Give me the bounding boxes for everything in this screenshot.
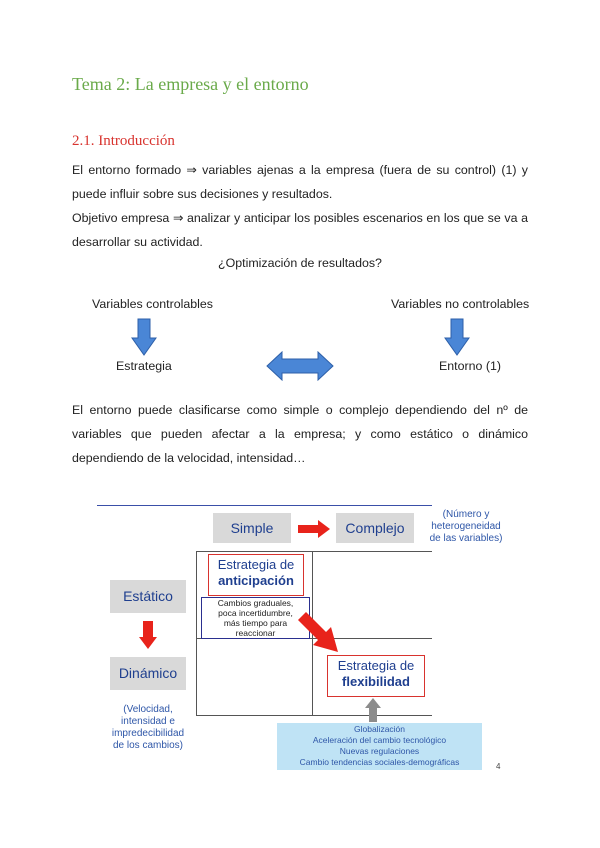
down-arrow-icon [444,318,470,356]
flexibility-strategy-box [327,655,425,697]
gradual-changes-line: Cambios graduales, [217,598,294,608]
dynamic-note-line: impredecibilidad [111,728,185,739]
classification-paragraph [72,398,528,470]
section-heading: 2.1. Introducción [72,133,175,149]
dynamic-box: Dinámico [110,657,186,690]
strategy-label: Estrategia [116,359,172,373]
environment-factors-box [277,723,482,770]
question-text: ¿Optimización de resultados? [218,256,382,270]
classification-line-3: dependiendo de la velocidad, intensidad… [72,451,306,465]
dynamic-note-line: intensidad e [121,716,175,727]
intro-line-4: desarrollar su actividad. [72,235,203,249]
down-arrow-icon [131,318,157,356]
dynamic-note-line: (Velocidad, [123,704,173,715]
classification-line-1: El entorno puede clasificarse como simple o complejo dependiendo del nº de [72,403,528,417]
environment-label: Entorno (1) [439,359,501,373]
simple-box: Simple [213,513,291,543]
right-arrow-icon [297,519,331,539]
factor-item: Aceleración del cambio tecnológico [312,735,447,745]
complex-note-line: heterogeneidad [431,521,501,532]
grid-bottom [196,715,432,716]
grid-top [196,551,432,552]
diagonal-red-arrow-icon [296,610,342,656]
slide-page-number: 4 [496,762,501,771]
down-red-arrow-icon [138,620,158,650]
factor-item: Cambio tendencias sociales-demográficas [299,757,460,767]
controllable-variables-label: Variables controlables [92,297,213,311]
gradual-changes-box [201,597,310,639]
anticipation-line-2: anticipación [218,573,294,588]
uncontrollable-variables-label: Variables no controlables [391,297,530,311]
dynamic-note-line: de los cambios) [112,740,184,751]
flexibility-line-1: Estrategia de [337,658,415,673]
gradual-changes-line: reaccionar [235,628,276,638]
complex-note [418,509,514,545]
complex-box: Complejo [336,513,414,543]
dynamic-note [95,704,201,752]
anticipation-strategy-box [208,554,304,596]
classification-line-2: variables que pueden afectar a la empresa; y como estático o dinámico [72,427,528,441]
factor-item: Globalización [353,724,406,734]
anticipation-line-1: Estrategia de [217,557,295,572]
double-arrow-icon [266,351,334,381]
intro-paragraph [72,158,528,254]
intro-line-1: El entorno formado ⇒ variables ajenas a la empresa (fuera de su control) (1) y [72,163,528,177]
complex-note-line: de las variables) [429,533,503,544]
static-box: Estático [110,580,186,613]
up-gray-arrow-icon [364,697,382,723]
page-title: Tema 2: La empresa y el entorno [72,74,309,94]
flexibility-line-2: flexibilidad [342,674,410,689]
gradual-changes-line: más tiempo para [223,618,288,628]
gradual-changes-line: poca incertidumbre, [218,608,293,618]
complex-note-line: (Número y [442,509,490,520]
intro-line-3: Objetivo empresa ⇒ analizar y anticipar los posibles escenarios en los que se va a [72,211,528,225]
top-rule [97,505,432,506]
factor-item: Nuevas regulaciones [339,746,420,756]
intro-line-2: puede influir sobre sus decisiones y resultados. [72,187,333,201]
grid-left [196,551,197,716]
